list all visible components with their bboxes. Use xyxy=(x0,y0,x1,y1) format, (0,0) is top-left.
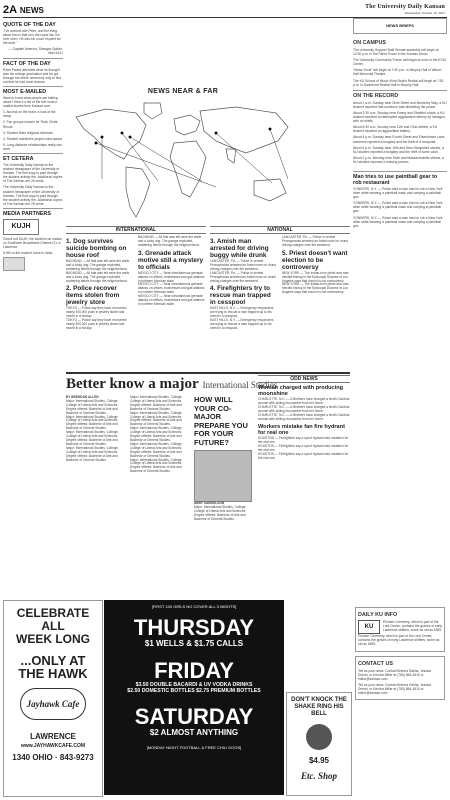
story-headline[interactable]: 1. Dog survives suicide bombing on house roof xyxy=(66,238,127,259)
thursday-deal: $1 WELLS & $1.75 CALLS xyxy=(144,639,244,648)
fact-title: FACT OF THE DAY xyxy=(3,58,63,67)
friday-heading: FRIDAY xyxy=(154,658,234,683)
jayhawk-cafe-ad[interactable] xyxy=(3,600,103,797)
friday-deal-2: $2.50 DOMESTIC BOTTLES $2.75 PREMIUM BOTTLES xyxy=(127,688,261,694)
masthead: The University Daily Kansan xyxy=(365,4,445,10)
bkm-body: Major: International Studies. College: College of Liberal Arts and Sciences. Degree offered: Bachelor of Arts and Bachelor of General Studies. xyxy=(194,504,247,521)
record-item: About 4 p.m. Sunday near Fourth Street and Eisenhower Lane, someone reported a burglary and the theft of a computer. xyxy=(353,135,446,144)
page-header xyxy=(3,4,447,16)
most-emailed-intro: Want to know what people are talking about? Here's a list of the five most e-mailed stories from Kansan.com: xyxy=(3,95,59,109)
kujh-logo: KUJH xyxy=(3,219,39,235)
kjhk-logo xyxy=(3,257,25,271)
international-label: INTERNATIONAL xyxy=(66,226,206,234)
story-headline[interactable]: 2. Police recover items stolen from jewelry store xyxy=(66,285,120,307)
product-image xyxy=(306,724,332,750)
story-body: TOKYO — Police say they have recovered nearly 400,000 yuan in jewelry stolen last month in a holdup. xyxy=(66,318,127,330)
record-item: About 5:30 a.m. Sunday near 11th and Ohio streets, a KU student reported an aggravated battery. xyxy=(353,125,438,134)
map-title: NEWS NEAR & FAR xyxy=(147,88,219,95)
story-body: MEXICO CITY — Near simultaneous grenade attacks on offices, businesses and gas stations in northern Mexican state. xyxy=(138,294,205,306)
left-sidebar xyxy=(3,18,63,593)
most-emailed-item[interactable]: 1. Alcohol on the brain: a look at the hemp xyxy=(3,110,56,119)
bkm-pullquote: HOW WILL YOUR CO-MAJOR PREPARE YOU FOR YOUR FUTURE? xyxy=(194,395,248,447)
campus-item: "Ideas Vocal" will begin at 7:30 p.m. in Murphy Hall in Wilson Hall Memorial Theatre. xyxy=(353,68,442,77)
story-body: BAGHDAD — All that was left were the walls and a lucky dog. The garage exploded, scattering debris through the neighborhood. xyxy=(138,235,202,247)
quote-text: "I've worked with Peter, and the thing about him is that he's the worst liar I've ever seen. He has too much respect for the truth." xyxy=(3,29,61,46)
odd-body: HOUSTON — Firefighters say a spoof hydrant was mistaken for the real one. xyxy=(258,444,349,452)
odd-body: CHARLOTTE, N.C. — A Brothers have charged a North Carolina woman with selling moonshine from her home. xyxy=(258,397,350,406)
news-briefs-box: NEWS BRIEFS xyxy=(353,18,447,34)
odd-news-section xyxy=(258,375,350,461)
odd-headline[interactable]: Workers mistake fan fire hydrant for real one xyxy=(258,423,345,437)
dont-knock-text: DON'T KNOCK THE SHAKE RING HIS BELL xyxy=(291,697,347,717)
on-the-record-title: ON THE RECORD xyxy=(353,90,447,99)
odd-body: HOUSTON — Firefighters say a spoof hydrant was mistaken for the real one. xyxy=(258,451,349,460)
campus-item: The University Community Forum will begin at noon in the ECM Center. xyxy=(353,58,446,67)
dont-knock-ad[interactable] xyxy=(286,692,352,796)
media-partners-title: MEDIA PARTNERS xyxy=(3,208,63,217)
media-text-2: KJHK is the student voice in radio. xyxy=(3,251,54,256)
odd-news-label: ODD NEWS xyxy=(258,375,350,383)
bkm-title: Better know a major xyxy=(66,376,199,392)
bkm-photo xyxy=(194,450,252,502)
saturday-deal: $2 ALMOST ANYTHING xyxy=(149,728,239,737)
story-body: EAST HILLS, N.Y. — Emergency responders are trying to rescue a man trapped up to his chest in a cesspool. xyxy=(210,318,274,330)
story-body: MEXICO CITY — Near simultaneous grenade attacks on offices, businesses and gas stations in northern Mexican state. xyxy=(138,282,205,295)
bkm-byline: BY BRENDAN ALLEN xyxy=(66,395,99,399)
campus-item: The University Support Staff Senate assembly will begin at 10:30 a.m. in the Parlor Room in the Kansas Union. xyxy=(353,48,439,57)
dateline: Wednesday, October 10, 2007 xyxy=(404,11,445,15)
etcetera-text: The University Daily Kansan is the student newspaper of the University of Kansas. The first copy is paid through the student activity fee. Additional copies of The Kansan are 25 cents. xyxy=(3,185,63,206)
odd-body: CHARLOTTE, N.C. — A Brothers have charged a North Carolina woman with selling moonshine from her home. xyxy=(258,405,350,414)
jayhawk-cafe-logo: Jayhawk Cafe xyxy=(20,688,86,720)
ad-city: LAWRENCE xyxy=(30,732,76,741)
ad-website[interactable]: www.JAYHAWKCAFE.COM xyxy=(20,743,86,749)
ad-line-1: CELEBRATE ALL xyxy=(16,606,90,633)
national-section xyxy=(210,226,350,331)
daily-ku-info-text: Pioneer Cemetery, which is part of the Lied Center, contains the graves of early Lawrence settlers, some as old as 1855. xyxy=(358,634,440,647)
contact-us-title: CONTACT US xyxy=(358,660,393,667)
story-headline[interactable]: 5. Priest doesn't want election to be controversy xyxy=(282,249,348,271)
odd-headline[interactable]: Woman charged with producing moonshine xyxy=(258,385,344,398)
national-label: NATIONAL xyxy=(210,226,350,234)
story-body: NEW YORK — The Indian-born priest who was elected bishop in the Episcopal Diocese of Los Angeles says that church is not controversy. xyxy=(282,270,349,283)
ad-line-3: ...ONLY AT xyxy=(20,653,86,668)
record-item: About 4 p.m. Sunday near 10th and New Hampshire streets, a KU student reported a burglary and the theft of some cash. xyxy=(353,145,444,154)
paintball-body: YONKERS, N.Y. — Police said a man tried to rob a New York diner while wearing a paintball mask and carrying a paintball gun. xyxy=(353,201,443,214)
saturday-heading: SATURDAY xyxy=(134,704,254,729)
bkm-body: Major: International Studies. College: College of Liberal Arts and Sciences. Degree offered: Bachelor of Arts and Bachelor of General Studies. xyxy=(130,410,183,427)
quote-title: QUOTE OF THE DAY xyxy=(3,22,56,28)
story-body: NEW YORK — The Indian-born priest who was elected bishop in the Episcopal Diocese of Los Angeles says that church is not controversy. xyxy=(282,282,349,295)
daily-ku-info-text: Pioneer Cemetery, which is part of the Lied Center, contains the graves of early Lawrence settlers, some as old as 1855. xyxy=(383,620,443,633)
story-headline[interactable]: 3. Amish man arrested for driving buggy while drunk xyxy=(210,238,269,259)
story-body: LANCASTER, Pa. — Police in central Pennsylvania arrested an Amish man on drunk driving charges over the weekend. xyxy=(210,259,276,271)
story-body: MEXICO CITY — Near simultaneous grenade attacks on offices, businesses and gas stations in northern Mexican state. xyxy=(138,270,205,283)
bkm-body: Major: International Studies. College: College of Liberal Arts and Sciences. Degree offered: Bachelor of Arts and Bachelor of General Studies. xyxy=(66,398,119,415)
campus-item: The KU School of Music Viola Studio Recital will begin at 7:30 p.m. in Swarthout Recital Hall in Murphy Hall. xyxy=(353,78,444,87)
most-emailed-item[interactable]: 2. Fan groups chosen for Rock Chalk Revue xyxy=(3,120,58,129)
ad-phone: 1340 OHIO · 843-9273 xyxy=(12,753,94,762)
page-number xyxy=(3,4,44,16)
quote-source: — Captain America, Stranger-Spider-Man #121 xyxy=(8,47,63,56)
bkm-subtitle: International Studies xyxy=(202,380,278,390)
story-headline[interactable]: 4. Firefighters try to rescue man trapped in cesspool xyxy=(210,285,271,307)
odd-body: HOUSTON — Firefighters say a spoof hydrant was mistaken for the real one. xyxy=(258,436,349,445)
etcetera-title: ET CETERA xyxy=(3,153,63,162)
ad-line-2: WEEK LONG xyxy=(16,632,90,646)
most-emailed-item[interactable]: 4. Student architect's project wins award xyxy=(3,136,62,141)
etcetera-text: The University Daily Kansan is the student newspaper of the University of Kansas. The first copy is paid through the student activity fee. Additional copies of The Kansan are 25 cents. xyxy=(3,162,63,184)
most-emailed-title: MOST E-MAILED xyxy=(3,86,63,95)
right-bottom-column xyxy=(355,607,445,700)
on-campus-title: ON CAMPUS xyxy=(353,40,386,46)
price-tag: $4.95 xyxy=(308,756,330,765)
bkm-body: Major: International Studies. College: College of Liberal Arts and Sciences. Degree offered: Bachelor of Arts and Bachelor of General Studies. xyxy=(130,441,183,458)
daily-ku-info-title: DAILY KU INFO xyxy=(358,612,398,618)
contact-us-text: Tell us your news. Contact Brenna Dahlia, Jessica Drexel, or Kendra Miller at (785) 864-4810 or editor@kansan.com. xyxy=(358,682,432,696)
weekend-specials-ad[interactable] xyxy=(104,600,284,795)
fact-text: Peter Parker attended what he thought was his college graduation and he got through the entire ceremony only to find out that he had done dances. xyxy=(3,67,62,84)
page-number-value: 2A xyxy=(3,4,18,16)
paintball-body: YONKERS, N.Y. — Police said a man tried to rob a New York diner while wearing a paintball mask and carrying a paintball gun. xyxy=(353,215,443,228)
ad-bottom-tag: [MONDAY NIGHT FOOTBALL & FREE CHILI DOGS] xyxy=(146,745,242,750)
record-item: About 2:30 a.m. Sunday near Emery and Stratford roads, a KU student reported an attempted aggravated robbery by handgun, with no shells. xyxy=(353,110,446,124)
news-map xyxy=(66,88,300,226)
odd-body: CHARLOTTE, N.C. — A Brothers have charged a North Carolina woman with selling moonshine from her home. xyxy=(258,413,350,421)
bkm-body: Major: International Studies. College: College of Liberal Arts and Sciences. Degree offered: Bachelor of Arts and Bachelor of General Studies. xyxy=(66,445,119,462)
world-map-graphic xyxy=(66,97,300,233)
paintball-body: YONKERS, N.Y. — Police said a man tried to rob a New York diner while wearing a paintball mask and carrying a paintball gun. xyxy=(353,186,443,200)
etc-shop-logo: Etc. Shop xyxy=(300,771,337,781)
media-text: Check out KUJH, the student-run station on Sunflower Broadband Channel 31 in Lawrence. xyxy=(3,236,63,250)
most-emailed-item[interactable]: 3. Student finds religious diversion xyxy=(3,130,54,135)
contact-us-text: Tell us your news. Contact Brenna Dahlia, Jessica Drexel, or Kendra Miller at (785) 864-4810 or editor@kansan.com. xyxy=(358,668,432,681)
ku-logo: KU xyxy=(358,620,380,634)
bkm-body: Major: International Studies. College: College of Liberal Arts and Sciences. Degree offered: Bachelor of Arts and Bachelor of General Studies. xyxy=(130,426,183,442)
paintball-headline: Man tries to use paintball gear to rob restaurant xyxy=(353,171,447,186)
international-section xyxy=(66,226,206,331)
ad-line-4: THE HAWK xyxy=(18,666,88,681)
story-body: EAST HILLS, N.Y. — Emergency responders are trying to rescue a man trapped up to his chest in a cesspool. xyxy=(210,306,274,319)
section-name: NEWS xyxy=(19,6,44,15)
bkm-body: Major: International Studies. College: College of Liberal Arts and Sciences. Degree offered: Bachelor of Arts and Bachelor of General Studies. xyxy=(130,395,183,411)
bkm-body: Major: International Studies. College: College of Liberal Arts and Sciences. Degree offered: Bachelor of Arts and Bachelor of General Studies. xyxy=(66,414,119,431)
story-body: BAGHDAD — All that was left were the walls and a lucky dog. The garage exploded, scattering debris through the neighborhood. xyxy=(66,259,130,271)
story-headline[interactable]: 3. Grenade attack motive still a mystery to officials xyxy=(138,249,204,271)
story-body: BAGHDAD — All that was left were the walls and a lucky dog. The garage exploded, scattering debris through the neighborhood. xyxy=(66,270,130,283)
story-body: LANCASTER, Pa. — Police in central Pennsylvania arrested an Amish man on drunk driving charges over the weekend. xyxy=(282,235,348,247)
thursday-heading: THURSDAY xyxy=(133,615,255,640)
friday-deal-1: $3.50 DOUBLE BACARDI & UV VODKA DRINKS xyxy=(135,682,253,688)
story-body: LANCASTER, Pa. — Police in central Pennsylvania arrested an Amish man on drunk driving charges over the weekend. xyxy=(210,270,276,283)
bkm-body: Major: International Studies. College: College of Liberal Arts and Sciences. Degree offered: Bachelor of Arts and Bachelor of General Studies. xyxy=(66,430,119,446)
record-item: About 1 a.m. Sunday near Sixth Street and Monterey Way, a KU student reported that someone was disturbing the peace. xyxy=(353,100,447,109)
bkm-body: Major: International Studies. College: College of Liberal Arts and Sciences. Degree offered: Bachelor of Arts and Bachelor of General Studies. xyxy=(130,457,183,474)
record-item: About 2 p.m. Monday near Sixth and Massachusetts streets, a KU student reported a missing person. xyxy=(353,155,444,164)
story-body: TOKYO — Police say they have recovered nearly 400,000 yuan in jewelry stolen last month in a holdup. xyxy=(66,306,127,319)
ad-top-tag: [FIRST 100 GIRLS NO COVER ALL 3 NIGHTS] xyxy=(151,604,237,609)
bkm-photo-caption: ABBY SAMUELSON xyxy=(194,501,225,505)
most-emailed-item[interactable]: 5. Long-distance relationships really can work xyxy=(3,142,62,151)
